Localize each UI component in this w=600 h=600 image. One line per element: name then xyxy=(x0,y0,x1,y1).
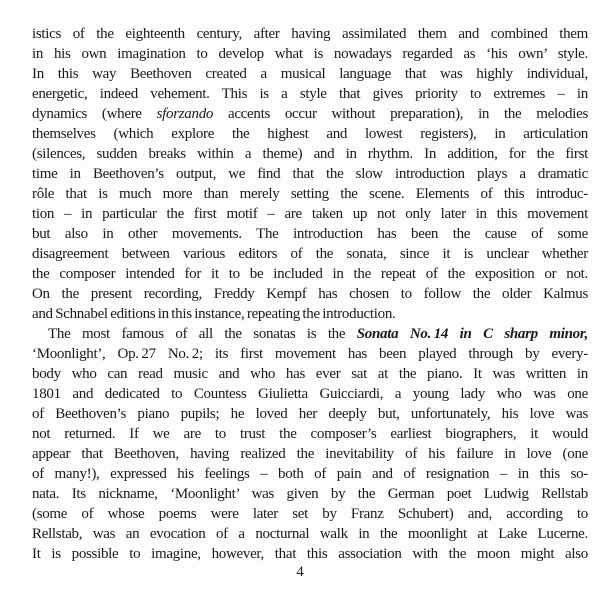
text-run: disagreement between various editors of the sonata, since it is unclear whether xyxy=(32,246,588,262)
text-line xyxy=(32,524,588,544)
text-run: istics of the eighteenth century, after having assimilated them and combined them xyxy=(32,26,588,42)
text-run: but also in other movements. The introduction has been the cause of some xyxy=(32,226,588,242)
text-run: In this way Beethoven created a musical language that was highly individual, xyxy=(32,66,588,82)
text-run: dynamics (where xyxy=(32,106,157,122)
text-run: of Beethoven’s piano pupils; he loved her deeply but, unfortunately, his love was xyxy=(32,406,588,422)
text-line xyxy=(32,304,588,324)
text-line xyxy=(32,64,588,84)
text-line xyxy=(32,104,588,124)
text-run: appear that Beethoven, having realized the inevitability of his failure in love (one xyxy=(32,446,588,462)
text-line xyxy=(32,184,588,204)
text-run: and Schnabel editions in this instance, repeating the introduction. xyxy=(32,306,396,322)
text-line xyxy=(32,504,588,524)
text-run: body who can read music and who has ever sat at the piano. It was written in xyxy=(32,366,588,382)
text-run: nata. Its nickname, ‘Moonlight’ was given by the German poet Ludwig Rellstab xyxy=(32,486,588,502)
text-run: (silences, sudden breaks within a theme) and in rhythm. In addition, for the first xyxy=(32,146,588,162)
text-line xyxy=(32,444,588,464)
text-line xyxy=(32,204,588,224)
text-run: It is possible to imagine, however, that this association with the moon might also xyxy=(32,546,588,562)
text-run: The most famous of all the sonatas is the xyxy=(48,326,357,342)
page-text-block xyxy=(32,24,588,564)
text-run: the composer intended for it to be included in the repeat of the exposition or not. xyxy=(32,266,588,282)
text-line xyxy=(32,284,588,304)
page-number: 4 xyxy=(296,564,304,580)
text-run: 1801 and dedicated to Countess Giulietta Guicciardi, a young lady who was one xyxy=(32,386,588,402)
text-line xyxy=(32,384,588,404)
text-line xyxy=(32,164,588,184)
text-run: accents occur without preparation), in the melodies xyxy=(213,106,589,122)
text-run: (some of whose poems were later set by Franz Schubert) and, according to xyxy=(32,506,588,522)
text-line xyxy=(32,144,588,164)
text-line xyxy=(32,44,588,64)
text-run: themselves (which explore the highest and lowest registers), in articulation xyxy=(32,126,588,142)
text-run: energetic, indeed vehement. This is a style that gives priority to extremes – in xyxy=(32,86,588,102)
text-run: On the present recording, Freddy Kempf has chosen to follow the older Kalmus xyxy=(32,286,588,302)
text-line xyxy=(32,544,588,564)
text-line xyxy=(32,244,588,264)
text-line xyxy=(32,424,588,444)
text-line xyxy=(32,344,588,364)
text-run: not returned. If we are to trust the composer’s earliest biographers, it would xyxy=(32,426,588,442)
text-line xyxy=(32,484,588,504)
text-run: of many!), expressed his feelings – both of pain and of resignation – in this so- xyxy=(32,466,588,482)
text-line xyxy=(32,464,588,484)
text-line xyxy=(32,24,588,44)
text-line xyxy=(32,264,588,284)
text-line xyxy=(32,124,588,144)
text-run: rôle that is much more than merely setting the scene. Elements of this introduc- xyxy=(32,186,588,202)
text-run: ‘Moonlight’, Op. 27 No. 2; its first movement has been played through by every- xyxy=(32,346,588,362)
text-run: tion – in particular the first motif – are taken up not only later in this movement xyxy=(32,206,588,222)
text-line xyxy=(32,364,588,384)
italic-text-run: sforzando xyxy=(156,106,214,122)
bold-italic-text-run: Sonata No. 14 in C sharp minor, xyxy=(356,326,588,342)
text-line xyxy=(32,404,588,424)
text-line xyxy=(32,224,588,244)
text-run: Rellstab, was an evocation of a nocturnal walk in the moonlight at Lake Lucerne. xyxy=(32,526,588,542)
text-line xyxy=(32,84,588,104)
text-line xyxy=(32,324,588,344)
text-run: in his own imagination to develop what is nowadays regarded as ‘his own’ style. xyxy=(32,46,588,62)
text-run: time in Beethoven’s output, we find that the slow introduction plays a dramatic xyxy=(32,166,588,182)
